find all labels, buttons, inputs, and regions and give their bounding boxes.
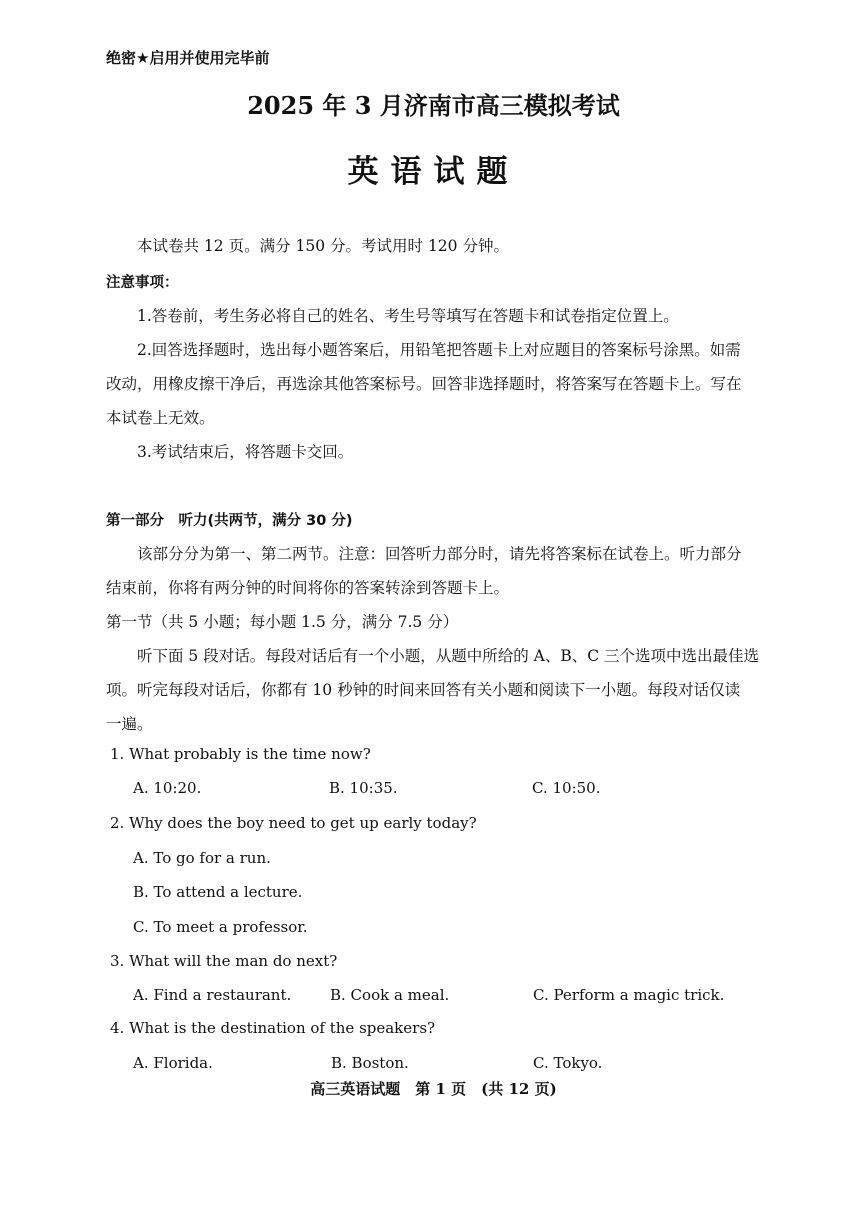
question-4-option-b: B. Boston. [331,1054,409,1072]
question-4: 4. What is the destination of the speakers? [110,1019,436,1037]
question-3: 3. What will the man do next? [110,952,338,970]
question-3-option-a: A. Find a restaurant. [133,986,292,1004]
part1-desc-line-2: 结束前，你将有两分钟的时间将你的答案转涂到答题卡上。 [106,579,510,597]
question-2: 2. Why does the boy need to get up early today? [110,814,477,832]
question-4-option-a: A. Florida. [133,1054,213,1072]
question-3-option-c: C. Perform a magic trick. [533,986,725,1004]
question-1-option-c: C. 10:50. [532,779,601,797]
part1-desc-line-1: 该部分分为第一、第二两节。注意：回答听力部分时，请先将答案标在试卷上。听力部分 [137,545,742,563]
question-4-option-c: C. Tokyo. [533,1054,603,1072]
section1-heading: 第一节（共 5 小题；每小题 1.5 分，满分 7.5 分） [106,613,459,631]
section1-instr-line-3: 一遍。 [106,715,153,733]
confidential-label: 绝密★启用并使用完毕前 [106,49,270,67]
note-item-1: 1.答卷前，考生务必将自己的姓名、考生号等填写在答题卡和试卷指定位置上。 [137,307,679,325]
note-item-2-line-1: 2.回答选择题时，选出每小题答案后，用铅笔把答题卡上对应题目的答案标号涂黑。如需 [137,341,741,359]
question-2-option-b: B. To attend a lecture. [133,883,303,901]
subject-title: 英语试题 [347,154,520,190]
section1-instr-line-2: 项。听完每段对话后，你都有 10 秒钟的时间来回答有关小题和阅读下一小题。每段对话仅读 [106,681,741,699]
question-2-option-c: C. To meet a professor. [133,918,308,936]
question-2-option-a: A. To go for a run. [133,849,271,867]
note-item-3: 3.考试结束后，将答题卡交回。 [137,443,354,461]
part1-heading: 第一部分 听力(共两节，满分 30 分) [106,513,353,529]
question-1: 1. What probably is the time now? [110,745,371,763]
question-3-option-b: B. Cook a meal. [330,986,450,1004]
page-footer: 高三英语试题 第 1 页 (共 12 页) [310,1080,557,1098]
exam-title: 2025 年 3 月济南市高三模拟考试 [247,91,620,120]
note-item-2-line-2: 改动，用橡皮擦干净后，再选涂其他答案标号。回答非选择题时，将答案写在答题卡上。写在 [106,375,742,393]
note-item-2-line-3: 本试卷上无效。 [106,409,215,427]
notes-heading: 注意事项： [106,275,179,291]
intro-text: 本试卷共 12 页。满分 150 分。考试用时 120 分钟。 [137,237,509,255]
section1-instr-line-1: 听下面 5 段对话。每段对话后有一个小题，从题中所给的 A、B、C 三个选项中选出最佳选 [137,647,760,665]
question-1-option-b: B. 10:35. [329,779,398,797]
question-1-option-a: A. 10:20. [133,779,202,797]
